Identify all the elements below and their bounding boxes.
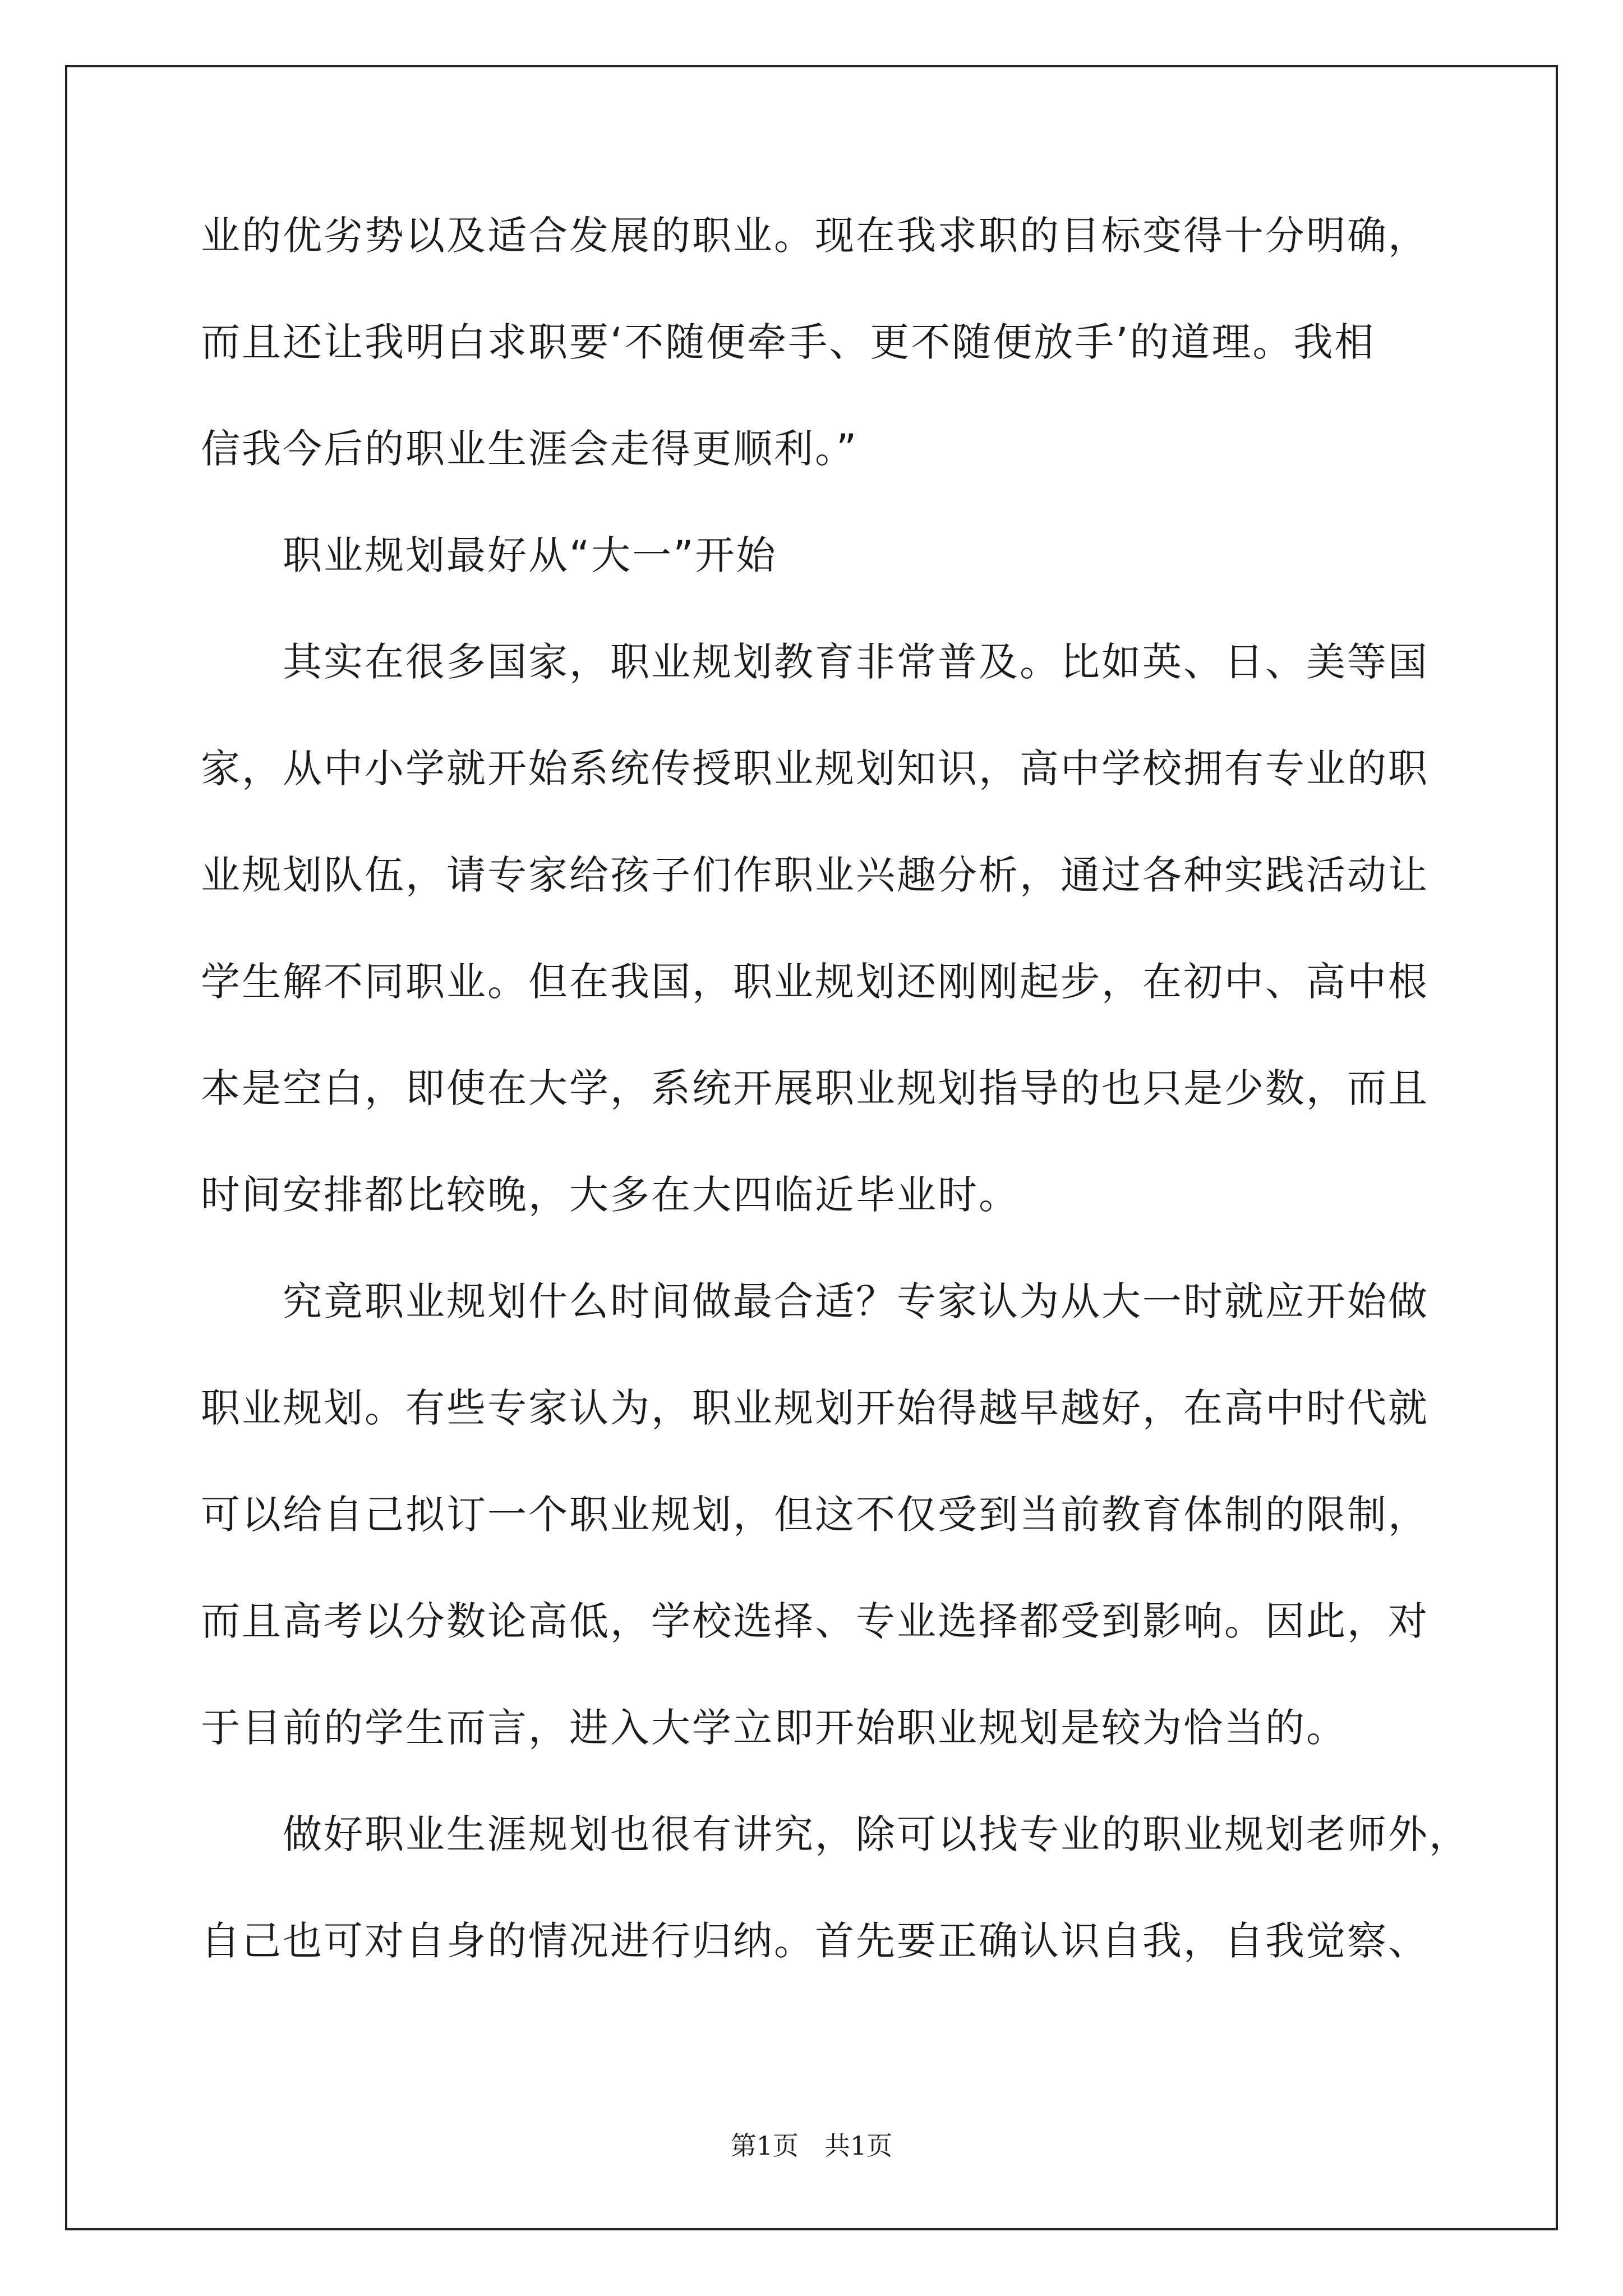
text-line: 自己也可对自身的情况进行归纳。首先要正确认识自我，自我觉察、 [201, 1918, 1429, 1964]
text-line: 业规划队伍，请专家给孩子们作职业兴趣分析，通过各种实践活动让 [201, 852, 1429, 898]
text-line: 而且还让我明白求职要‘不随便牵手、更不随便放手’的道理。我相 [201, 319, 1376, 365]
text-line: 可以给自己拟订一个职业规划，但这不仅受到当前教育体制的限制， [201, 1492, 1429, 1538]
text-line: 学生解不同职业。但在我国，职业规划还刚刚起步，在初中、高中根 [201, 959, 1429, 1005]
document-body [201, 208, 1470, 2019]
text-line: 职业规划。有些专家认为，职业规划开始得越早越好，在高中时代就 [201, 1385, 1429, 1431]
text-line: 究竟职业规划什么时间做最合适？专家认为从大一时就应开始做 [283, 1278, 1429, 1324]
page-footer: 第1页 共1页 [730, 2131, 893, 2161]
text-line: 本是空白，即使在大学，系统开展职业规划指导的也只是少数，而且 [201, 1065, 1429, 1111]
text-line: 时间安排都比较晚，大多在大四临近毕业时。 [201, 1172, 1020, 1218]
text-line: 信我今后的职业生涯会走得更顺利。” [201, 426, 859, 472]
text-line: 业的优劣势以及适合发展的职业。现在我求职的目标变得十分明确， [201, 213, 1429, 259]
section-heading: 职业规划最好从“大一”开始 [283, 532, 777, 578]
text-line: 而且高考以分数论高低，学校选择、专业选择都受到影响。因此，对 [201, 1598, 1429, 1644]
text-line: 其实在很多国家，职业规划教育非常普及。比如英、日、美等国 [283, 639, 1429, 685]
text-line: 做好职业生涯规划也很有讲究，除可以找专业的职业规划老师外， [283, 1811, 1470, 1857]
text-line: 家，从中小学就开始系统传授职业规划知识，高中学校拥有专业的职 [201, 746, 1429, 792]
text-line: 于目前的学生而言，进入大学立即开始职业规划是较为恰当的。 [201, 1705, 1347, 1751]
